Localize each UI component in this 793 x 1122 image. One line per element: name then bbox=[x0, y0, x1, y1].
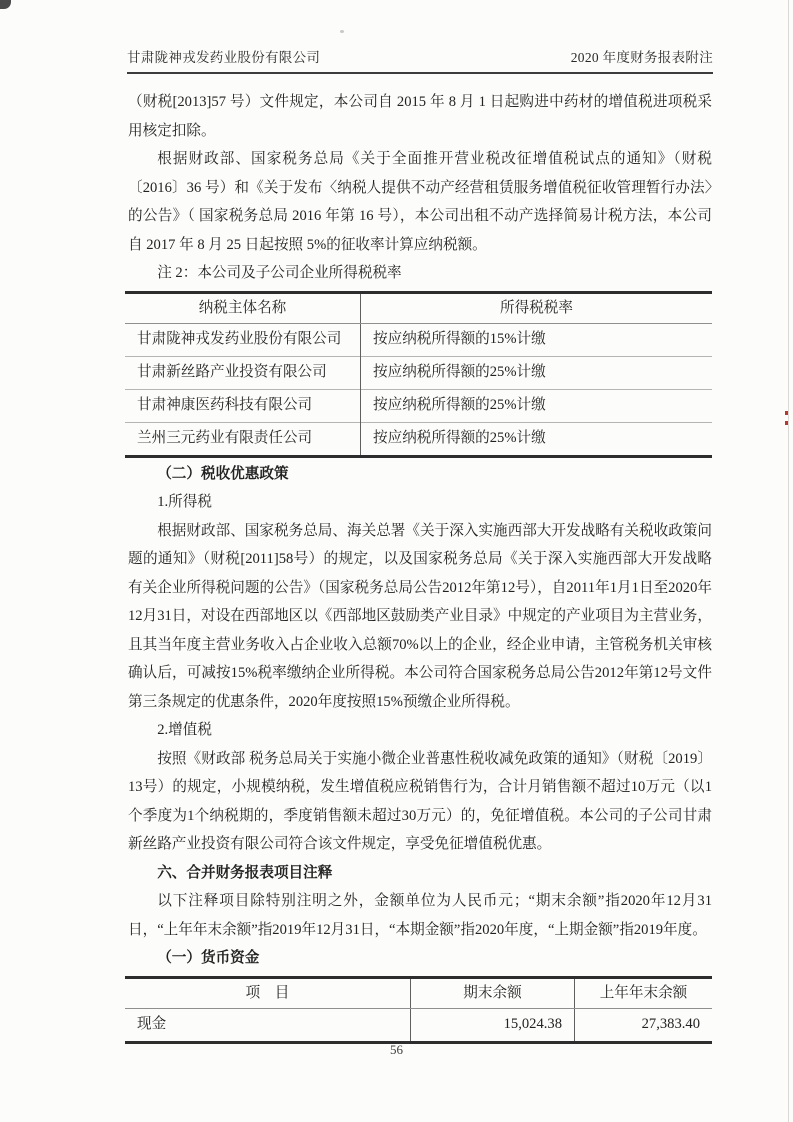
taxpayer-name-cell: 甘肃陇神戎发药业股份有限公司 bbox=[125, 323, 361, 356]
table-row bbox=[125, 422, 712, 456]
tax-rate-cell: 按应纳税所得额的25%计缴 bbox=[361, 422, 713, 456]
table-header-row bbox=[125, 292, 712, 323]
note2-heading: 注 2：本公司及子公司企业所得税税率 bbox=[157, 265, 402, 281]
table-row bbox=[125, 389, 712, 422]
para-notes-intro: 以下注释项目除特别注明之外，金额单位为人民币元；“期末余额”指2020年12月31日，“上年年末余额”指2019年12月31日，“本期金额”指2020年度，“上期金额”指2019年度。 bbox=[128, 893, 712, 938]
tax-rate-cell: 按应纳税所得额的25%计缴 bbox=[361, 356, 713, 389]
section-heading-tax-incentives: （二）税收优惠政策 bbox=[157, 465, 289, 482]
tax-rate-cell: 按应纳税所得额的15%计缴 bbox=[373, 331, 546, 348]
company-name: 甘肃陇神戎发药业股份有限公司 bbox=[127, 50, 321, 65]
taxpayer-name-cell: 兰州三元药业有限责任公司 bbox=[125, 422, 361, 456]
tax-rate-cell: 按应纳税所得额的25%计缴 bbox=[361, 389, 713, 422]
taxpayer-name-cell: 甘肃神康医药科技有限公司 bbox=[125, 389, 361, 422]
column-header-item: 项 目 bbox=[125, 977, 411, 1008]
para-vat-input-deduction: （财税[2013]57 号）文件规定，本公司自 2015 年 8 月 1 日起购进中药材的增值税进项税采用核定扣除。 bbox=[128, 94, 712, 139]
column-header-closing-balance: 期末余额 bbox=[411, 977, 575, 1008]
page-number: 56 bbox=[390, 1042, 403, 1057]
prior-year-balance-cell: 27,383.40 bbox=[641, 1016, 700, 1033]
para-income-tax-policy: 根据财政部、国家税务总局、海关总署《关于深入实施西部大开发战略有关税收政策问题的通知》（财税[2011]58号）的规定，以及国家税务总局《关于深入实施西部大开发战略有关企业所得税问题的公告》（国家税务总局公告2012年第12号），自2011年1月1日至2020年12月31日，对设在西部地区以《西部地区鼓励类产业目录》中规定的产业项目为主营业务，且其当年度主营业务收入占企业收入总额70%以上的企业，经企业申请，主管税务机关审核确认后，可减按15%税率缴纳企业所得税。本公司符合国家税务总局公告2012年第12号文件第三条规定的优惠条件，2020年度按照15%预缴企业所得税。 bbox=[128, 522, 712, 710]
scan-speck bbox=[340, 30, 344, 33]
column-header-prior-year-balance: 上年年末余额 bbox=[575, 977, 713, 1008]
heading-income-tax: 1.所得税 bbox=[157, 494, 212, 510]
scan-red-mark bbox=[785, 411, 788, 415]
table-row bbox=[125, 1008, 712, 1042]
table-row bbox=[125, 323, 712, 356]
scan-red-mark bbox=[785, 421, 788, 425]
taxpayer-name-cell: 甘肃新丝路产业投资有限公司 bbox=[125, 356, 361, 389]
page-body bbox=[128, 88, 712, 1046]
table-row bbox=[125, 356, 712, 389]
scan-corner-artifact bbox=[0, 0, 11, 9]
doc-title: 2020 年度财务报表附注 bbox=[570, 50, 713, 65]
para-vat-policy: 按照《财政部 税务总局关于实施小微企业普惠性税收减免政策的通知》（财税〔2019〕13号）的规定，小规模纳税，发生增值税应税销售行为，合计月销售额不超过10万元（以1个季度为1个纳税期的，季度销售额未超过30万元）的，免征增值税。本公司的子公司甘肃新丝路产业投资有限公司符合该文件规定，享受免征增值税优惠。 bbox=[128, 750, 712, 852]
heading-vat: 2.增值税 bbox=[157, 722, 212, 738]
table-header-row bbox=[125, 977, 712, 1008]
section-heading-consolidated-notes: 六、合并财务报表项目注释 bbox=[157, 864, 333, 881]
item-cell: 现金 bbox=[125, 1008, 411, 1042]
closing-balance-cell: 15,024.38 bbox=[411, 1008, 575, 1042]
subsection-heading-monetary-funds: （一）货币资金 bbox=[157, 950, 260, 966]
page-header bbox=[127, 46, 713, 74]
scan-edge-line bbox=[788, 0, 789, 1122]
column-header-rate: 所得税税率 bbox=[361, 292, 713, 323]
income-tax-rate-table bbox=[125, 291, 712, 458]
para-rental-tax: 根据财政部、国家税务总局《关于全面推开营业税改征增值税试点的通知》（财税〔2016〕36 号）和《关于发布〈纳税人提供不动产经营租赁服务增值税征收管理暂行办法〉的公告》（ 国家税务总局 2016 年第 16 号），本公司出租不动产选择简易计税方法，本公司自 2017 年 8 月 25 日起按照 5%的征收率计算应纳税额。 bbox=[128, 151, 712, 253]
column-header-taxpayer: 纳税主体名称 bbox=[125, 292, 361, 323]
monetary-funds-table bbox=[125, 976, 712, 1044]
